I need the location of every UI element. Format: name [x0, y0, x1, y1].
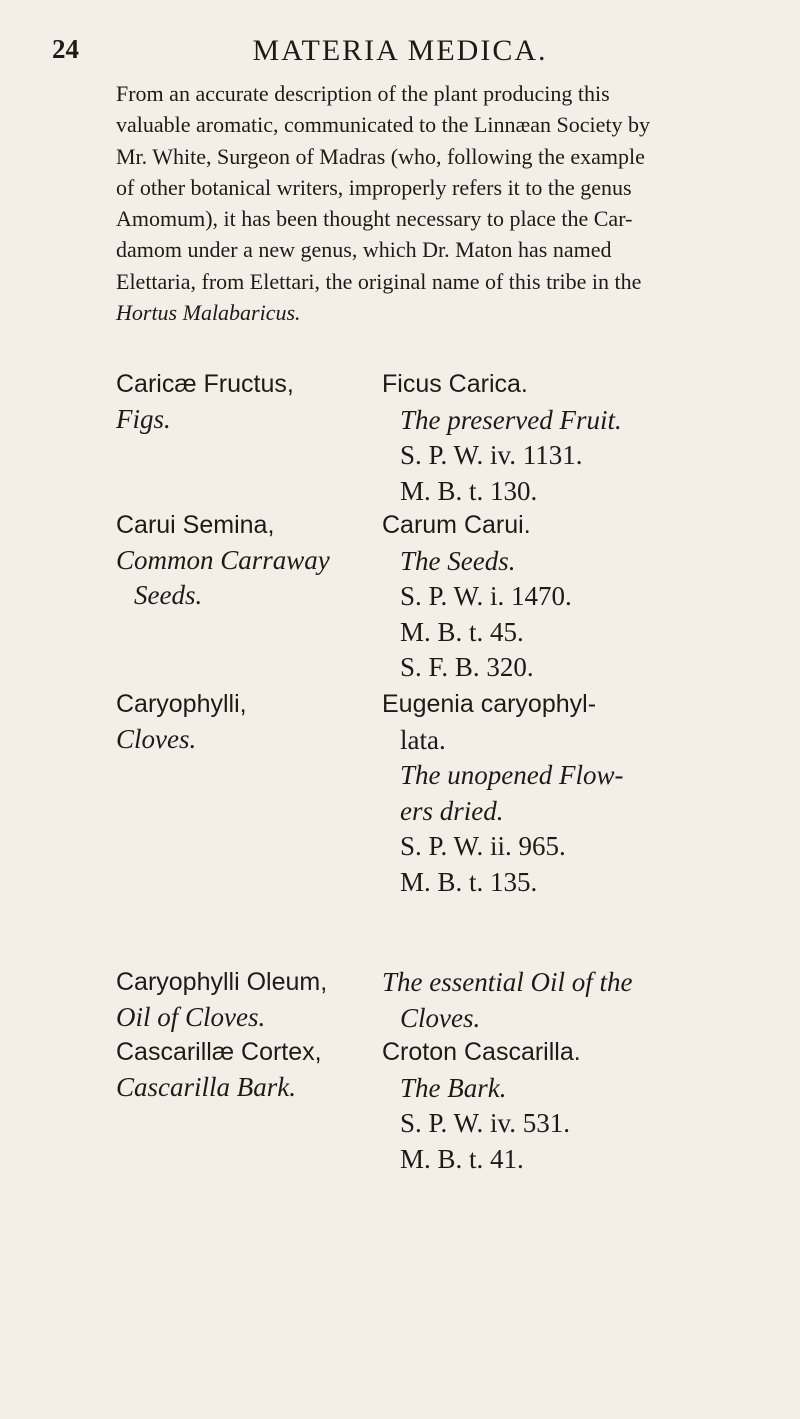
drug-name: Caryophylli, — [116, 690, 247, 718]
entry-right-oil-of-cloves — [382, 965, 632, 1036]
entry-right-carraway — [382, 508, 572, 686]
part-used: The preserved Fruit. — [400, 404, 622, 435]
entry-left-carraway — [116, 508, 330, 613]
part-used: The Bark. — [400, 1072, 507, 1103]
page-header — [0, 34, 800, 74]
intro-line: valuable aromatic, communicated to the Linnæan Society by — [116, 112, 650, 138]
common-name: Common Carraway — [116, 545, 330, 575]
entry-left-figs — [116, 367, 294, 437]
reference: M. B. t. 135. — [400, 866, 538, 897]
reference: M. B. t. 130. — [400, 475, 538, 506]
page-number: 24 — [52, 34, 79, 64]
drug-name: Cascarillæ Cortex, — [116, 1038, 322, 1066]
entry-left-cascarilla — [116, 1035, 322, 1105]
intro-line: Elettaria, from Elettari, the original name of this tribe in the — [116, 268, 642, 294]
botanical-name: Ficus Carica. — [382, 370, 528, 398]
botanical-name-cont: lata. — [400, 724, 446, 755]
drug-name: Caricæ Fructus, — [116, 370, 294, 398]
reference: S. F. B. 320. — [400, 652, 534, 682]
intro-line: From an accurate description of the plant producing this — [116, 81, 610, 106]
common-name: Oil of Cloves. — [116, 1002, 266, 1032]
intro-paragraph — [116, 78, 748, 328]
entry-left-cloves — [116, 687, 247, 757]
intro-line: damom under a new genus, which Dr. Maton has named — [116, 237, 612, 263]
botanical-name: Eugenia caryophyl- — [382, 690, 597, 718]
part-used: The Seeds. — [400, 545, 516, 576]
reference: S. P. W. i. 1470. — [400, 581, 572, 611]
botanical-name: Croton Cascarilla. — [382, 1038, 581, 1066]
intro-line: Amomum), it has been thought necessary to place the Car- — [116, 206, 633, 232]
entry-right-cascarilla — [382, 1035, 581, 1177]
botanical-name: Carum Carui. — [382, 511, 531, 539]
part-used: The essential Oil of the — [382, 967, 633, 997]
intro-line: of other botanical writers, improperly refers it to the genus — [116, 174, 632, 200]
common-name: Seeds. — [134, 580, 203, 610]
running-head: MATERIA MEDICA. — [252, 34, 548, 67]
entry-left-oil-of-cloves — [116, 965, 327, 1035]
reference: S. P. W. iv. 1131. — [400, 440, 583, 470]
drug-name: Carui Semina, — [116, 511, 275, 539]
common-name: Figs. — [116, 404, 171, 434]
common-name: Cascarilla Bark. — [116, 1072, 296, 1102]
entry-right-cloves — [382, 687, 623, 900]
common-name: Cloves. — [116, 724, 197, 754]
entry-right-figs — [382, 367, 622, 509]
part-used: ers dried. — [400, 795, 504, 826]
part-used: Cloves. — [400, 1002, 481, 1033]
intro-line: Mr. White, Surgeon of Madras (who, following the example — [116, 143, 645, 169]
reference: M. B. t. 45. — [400, 616, 524, 647]
reference: M. B. t. 41. — [400, 1143, 524, 1174]
reference: S. P. W. iv. 531. — [400, 1108, 571, 1138]
intro-line: Hortus Malabaricus. — [116, 300, 301, 326]
drug-name: Caryophylli Oleum, — [116, 968, 328, 996]
reference: S. P. W. ii. 965. — [400, 831, 566, 861]
part-used: The unopened Flow- — [400, 760, 624, 790]
